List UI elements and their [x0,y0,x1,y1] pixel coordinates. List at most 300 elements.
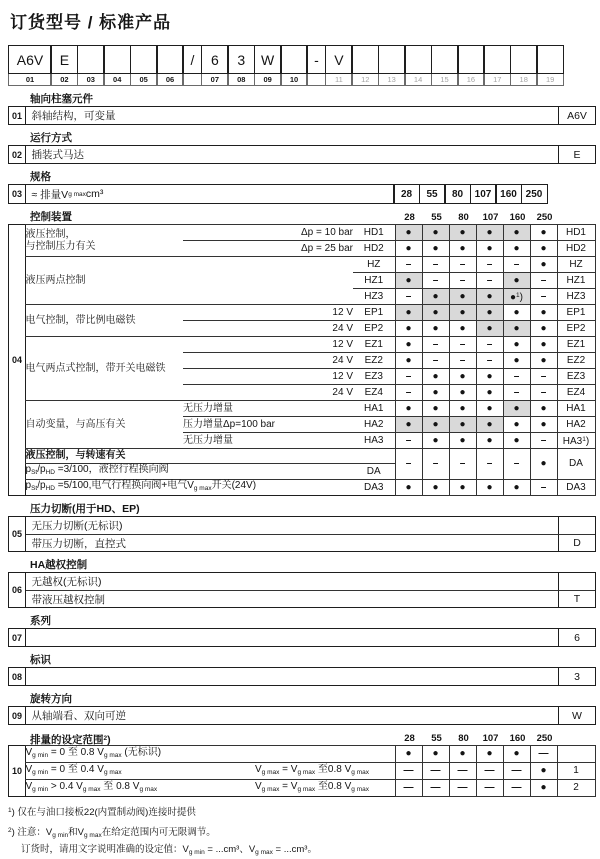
row-value: EZ1 [557,337,595,353]
availability-cell: – [530,273,557,289]
code-column [378,45,406,86]
row-desc: $V_{g min} = 0$ 至 0.4 $V_{g max}$ [25,763,255,780]
section-header [30,654,596,667]
availability-cell: ● [476,433,503,449]
code-column [351,45,379,86]
section-title: 系列 [30,615,51,627]
code-cell-number: 01 [8,74,52,86]
section-rows [25,667,597,686]
row-value [558,573,595,590]
availability-cell: ● [395,746,422,763]
availability-cell: ● [476,417,503,433]
availability-cell: ● [503,321,530,337]
availability-cell: – [449,353,476,369]
availability-cell: – [476,449,503,480]
availability-cell: – [503,449,530,480]
availability-cell: – [395,289,422,305]
row-desc: $V_{g min} = 0$ 至 0.8 $V_{g max}$ (无标识) [25,746,255,763]
row-value: EP1 [557,305,595,321]
availability-cell: ● [422,369,449,385]
code-column [254,45,282,86]
availability-cell: – [503,257,530,273]
availability-cell: ● [503,337,530,353]
section-05 [8,503,596,552]
code-cell [431,45,459,74]
row-value: E [558,146,595,163]
section-header [30,559,596,572]
footnote-line: $^2$) 注意：$V_{g min}$和$V_{g max}$在给定范围内可无限调节。 [8,827,216,839]
code-cell-number: 15 [431,74,459,86]
availability-cell: ● [395,305,422,321]
row-qualifier: 12 V [183,337,353,353]
row-desc: ≈ 排量V g max cm³ [25,184,395,204]
section-body [8,667,596,686]
availability-cell: — [503,780,530,797]
code-label: EZ1 [353,337,395,353]
ordering-code-bar [8,45,596,86]
availability-cell: ● [395,273,422,289]
section-title: 压力切断(用于HD、EP) [30,503,140,515]
row-desc: 从轴端看、双向可逆 [31,710,126,722]
code-cell-number: 11 [325,74,353,86]
code-cell-number: 18 [510,74,538,86]
row-desc: 液压两点控制 [25,257,353,305]
code-cell [404,45,432,74]
code-column [431,45,459,86]
section-title: HA越权控制 [30,559,88,571]
availability-cell: – [476,353,503,369]
code-column [50,45,78,86]
code-column [510,45,538,86]
availability-cell: ● [476,225,503,241]
code-cell-number: 16 [457,74,485,86]
section-rows [25,106,597,125]
code-cell-number: 04 [103,74,131,86]
availability-cell: – [530,480,557,496]
section-header [30,171,596,184]
size-header: 107 [482,212,499,223]
section-03 [8,171,596,204]
section-body [8,145,596,164]
availability-cell: ● [395,337,422,353]
row-desc: 插装式马达 [31,149,84,161]
code-label: HD2 [353,241,395,257]
availability-cell: ● [530,225,557,241]
code-cell-number: 03 [77,74,105,86]
availability-cell: ● [422,480,449,496]
availability-cell: ● [449,289,476,305]
code-label: EZ3 [353,369,395,385]
code-cell [351,45,379,74]
code-column [77,45,105,86]
availability-cell: ● [476,746,503,763]
availability-cell: — [476,780,503,797]
availability-cell: — [422,780,449,797]
code-label: HZ1 [353,273,395,289]
row-value: HD2 [557,241,595,257]
size-headers [396,732,558,745]
availability-cell: ● [503,305,530,321]
availability-cell: – [530,433,557,449]
code-cell [536,45,564,74]
availability-cell: ● [422,401,449,417]
size-header: 55 [431,212,442,223]
section-header [30,615,596,628]
availability-cell: – [422,449,449,480]
code-cell: E [50,45,78,74]
section-06 [8,559,596,608]
availability-cell: ● [476,369,503,385]
section-body [8,224,596,496]
availability-cell: ● [476,305,503,321]
control-row [25,337,595,353]
availability-cell: ● [503,417,530,433]
availability-cell: ● [503,225,530,241]
availability-cell: ● [530,337,557,353]
row-desc: 无越权(无标识) [31,576,102,588]
code-cell-number: 06 [156,74,184,86]
section-number: 06 [8,572,26,608]
size-header: 28 [404,212,415,223]
availability-cell: ● [476,385,503,401]
availability-cell: ● [503,273,530,289]
row-desc: 液压控制， 与控制压力有关 [25,225,183,257]
footnote-line: 订货时，请用文字说明准确的设定值：$V_{g min} = ...cm^3$、$V_{g max} = ...cm^3$。 [21,844,317,856]
availability-cell: ● [530,417,557,433]
code-cell-number [306,74,326,86]
availability-cell: — [449,763,476,780]
code-label: HA1 [353,401,395,417]
section-04 [8,211,596,496]
row-value [557,746,595,763]
size-value-cell: 55 [419,184,446,204]
availability-cell: – [422,273,449,289]
section-number: 04 [8,224,26,496]
availability-cell: – [449,337,476,353]
size-header: 28 [404,733,415,744]
row-desc: 无压力切断(无标识) [31,520,123,532]
row-desc: 带液压越权控制 [31,593,105,606]
row-value: HZ [557,257,595,273]
control-row [25,257,595,273]
section-header [30,93,596,106]
code-cell-number: 07 [201,74,229,86]
availability-cell: ● [530,780,557,797]
section-number: 07 [8,628,26,647]
availability-cell: ● [422,241,449,257]
section-body [8,628,596,647]
code-label: HD1 [353,225,395,241]
code-cell-number: 12 [351,74,379,86]
code-cell-number [182,74,202,86]
section-body [8,516,596,552]
code-label: EZ4 [353,385,395,401]
code-cell-number: 05 [130,74,158,86]
range-table [25,745,596,797]
section-title: 排量的设定范围$^2$) [30,734,111,746]
availability-cell: ● [395,401,422,417]
code-cell [280,45,308,74]
code-column [457,45,485,86]
availability-cell: ● [422,433,449,449]
row-qualifier: 24 V [183,321,353,337]
availability-cell: ● [395,225,422,241]
footnote-line: $^1$) 仅在与油口接板22(内置制动阀)连接时提供 [8,807,196,818]
size-value-cell: 107 [470,184,497,204]
section-number: 05 [8,516,26,552]
availability-cell: – [449,273,476,289]
availability-cell: — [503,763,530,780]
section-number: 10 [8,745,26,797]
row-qualifier: 无压力增量 [183,433,353,449]
availability-cell: – [530,369,557,385]
code-label: EP2 [353,321,395,337]
availability-cell: ● [476,480,503,496]
availability-cell: ● [449,417,476,433]
row-qualifier: 无压力增量 [183,401,353,417]
availability-cell: – [503,385,530,401]
row-value: HA1 [557,401,595,417]
row-desc: $V_{g min} > 0.4$ $V_{g max}$ 至 0.8 $V_{g max}$ [25,780,255,797]
availability-cell: ● [503,353,530,369]
table-row [26,668,596,685]
size-header: 107 [482,733,499,744]
row-qualifier: $p_{St}/p_{HD} =3/100$，液控行程换向阀 [25,464,353,480]
row-qualifier: 24 V [183,353,353,369]
row-qualifier: $p_{St}/p_{HD} =5/100$,电气行程换向阀+电气$V_{g max}$开关(24V) [25,480,353,496]
row-value: EZ2 [557,353,595,369]
availability-cell: — [530,746,557,763]
availability-cell: – [422,257,449,273]
row-desc: 电气控制，带比例电磁铁 [25,305,183,337]
section-number: 08 [8,667,26,686]
code-label: HZ3 [353,289,395,305]
code-column [182,45,202,86]
availability-cell: — [449,780,476,797]
availability-cell: – [449,257,476,273]
section-title: 旋转方向 [30,693,72,705]
row-value: DA3 [557,480,595,496]
availability-cell: ● [530,401,557,417]
size-header: 250 [536,733,553,744]
section-title: 标识 [30,654,51,666]
code-cell-number: 09 [254,74,282,86]
code-cell: - [306,45,326,74]
code-cell: W [254,45,282,74]
table-row [26,590,596,607]
section-title: 规格 [30,171,51,183]
code-column [483,45,511,86]
availability-cell: – [395,449,422,480]
section-body [8,706,596,725]
section-body [8,184,596,204]
sections-container [8,93,596,797]
code-cell-number: 14 [404,74,432,86]
availability-cell: — [476,763,503,780]
size-value-cell: 28 [393,184,420,204]
row-value: HA2 [557,417,595,433]
availability-cell: ● [449,225,476,241]
section-number: 02 [8,145,26,164]
section-01 [8,93,596,125]
section-rows [25,628,597,647]
row-desc: 斜轴结构，可变量 [31,110,116,122]
availability-cell: ● [422,417,449,433]
code-column [156,45,184,86]
row-value: EZ4 [557,385,595,401]
availability-cell: – [476,273,503,289]
control-block-header: 液压控制，与转速有关 [25,449,395,464]
table-row [26,534,596,551]
row-value: EP2 [557,321,595,337]
section-number: 09 [8,706,26,725]
page-title: 订货型号 / 标准产品 [10,13,172,32]
availability-cell: – [422,353,449,369]
section-number: 03 [8,184,26,204]
code-label: HA2 [353,417,395,433]
row-value: HZ1 [557,273,595,289]
availability-cell: ● [422,321,449,337]
availability-cell: – [395,257,422,273]
availability-cell: ● [503,480,530,496]
code-column [103,45,131,86]
section-rows [25,516,597,552]
availability-cell: – [395,433,422,449]
section-10 [8,732,596,797]
footnotes [8,804,596,859]
code-cell-number: 19 [536,74,564,86]
availability-cell: — [422,763,449,780]
availability-cell: ● [449,433,476,449]
section-header [30,693,596,706]
availability-cell: ● [422,746,449,763]
code-label: EP1 [353,305,395,321]
availability-cell: ● [449,480,476,496]
availability-cell: ● [476,321,503,337]
row-qualifier: Δp = 25 bar [183,241,353,257]
availability-cell: – [449,449,476,480]
control-row [25,480,595,496]
code-cell [378,45,406,74]
availability-cell: ● [476,241,503,257]
row-qualifier: 12 V [183,305,353,321]
range-row [25,780,595,797]
code-column [306,45,326,86]
code-cell-number: 08 [227,74,255,86]
availability-cell: ● [530,241,557,257]
availability-cell: — [395,780,422,797]
table-row [26,517,596,534]
availability-cell: – [503,369,530,385]
availability-cell: ● [503,241,530,257]
table-row [26,707,596,724]
availability-cell: – [395,369,422,385]
size-value-cell: 80 [444,184,471,204]
row-value: HZ3 [557,289,595,305]
size-value-cell: 160 [495,184,522,204]
code-cell-number: 10 [280,74,308,86]
availability-cell: ● [503,401,530,417]
control-row [25,225,595,241]
range-row [25,763,595,780]
code-column [536,45,564,86]
row-value: 3 [558,668,595,685]
availability-cell: ● [422,305,449,321]
availability-cell: ● [449,369,476,385]
availability-cell: – [395,385,422,401]
code-cell [156,45,184,74]
section-header [30,132,596,145]
control-row [25,401,595,417]
row-qualifier: 压力增量Δp=100 bar [183,417,353,433]
size-value-cell: 250 [521,184,548,204]
code-cell-number: 17 [483,74,511,86]
availability-cell: ● [395,353,422,369]
code-cell-number: 13 [378,74,406,86]
code-cell: 6 [201,45,229,74]
row-value: 2 [557,780,595,797]
row-desc: 自动变量，与高压有关 [25,401,183,449]
availability-cell: ● [422,289,449,305]
section-09 [8,693,596,725]
row-value: HD1 [557,225,595,241]
availability-cell: ● [530,321,557,337]
row-value: DA [557,449,595,480]
section-rows [25,145,597,164]
size-header: 160 [509,733,526,744]
code-column [8,45,52,86]
row-value: 6 [558,629,595,646]
size-header: 160 [509,212,526,223]
availability-cell: ● [530,763,557,780]
availability-cell: ● [449,305,476,321]
row-desc-secondary [255,746,395,763]
row-desc: 带压力切断，直控式 [31,537,126,550]
availability-cell: ● [530,305,557,321]
section-body [8,572,596,608]
code-column [227,45,255,86]
size-header: 55 [431,733,442,744]
row-value: $HA3^1$) [557,433,595,449]
section-title: 运行方式 [30,132,72,144]
availability-cell: – [476,337,503,353]
section-title: 控制装置 [30,211,72,223]
row-qualifier: 12 V [183,369,353,385]
size-header: 80 [458,733,469,744]
availability-cell: ● [449,385,476,401]
availability-cell: ● [449,241,476,257]
row-value: T [558,591,595,607]
code-column [201,45,229,86]
row-desc-secondary: $V_{g max} = V_{g max}$ 至0.8 $V_{g max}$ [255,780,395,797]
row-qualifier: 24 V [183,385,353,401]
table-row [26,573,596,590]
row-desc [26,668,559,685]
section-02 [8,132,596,164]
size-headers [396,211,558,224]
section-title: 轴向柱塞元件 [30,93,93,105]
availability-cell: ● [530,449,557,480]
section-number: 01 [8,106,26,125]
availability-cell: – [530,289,557,305]
availability-cell: ● [503,746,530,763]
code-column [325,45,353,86]
code-column [280,45,308,86]
availability-cell: ● [395,241,422,257]
availability-cell: ● [395,480,422,496]
row-desc [26,629,559,646]
section-07 [8,615,596,647]
